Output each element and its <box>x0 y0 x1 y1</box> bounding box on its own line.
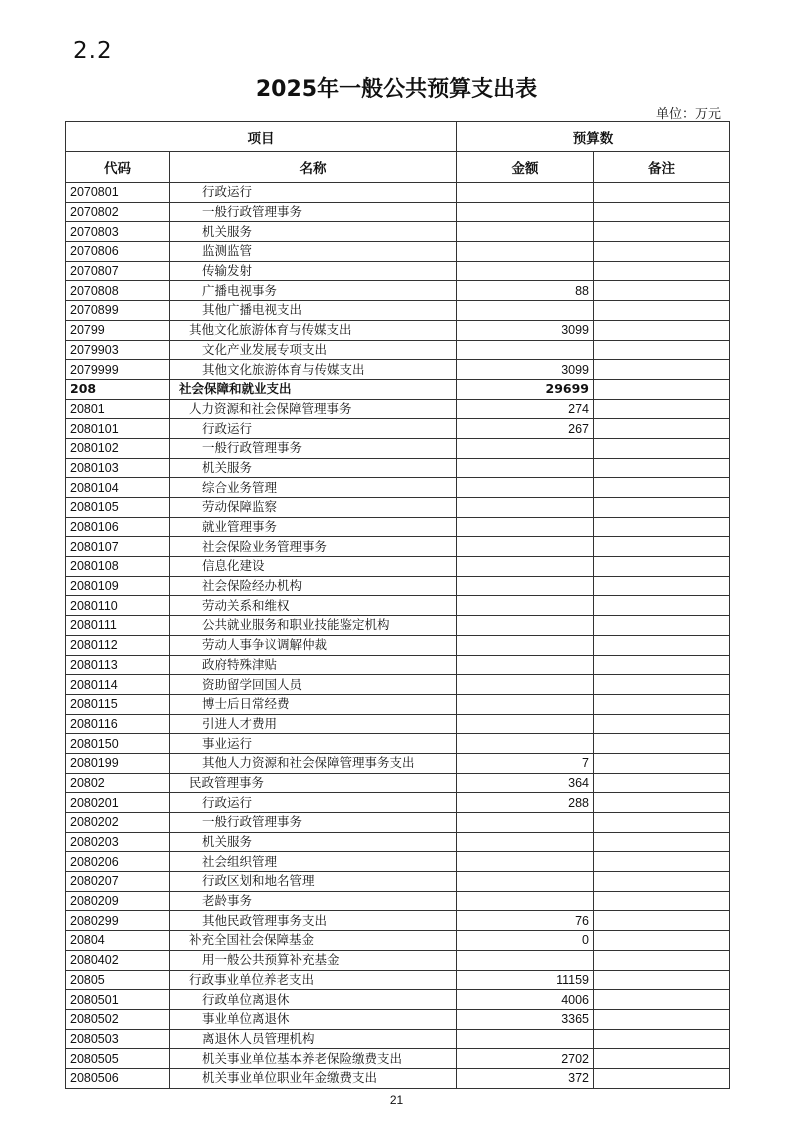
row-code: 2080505 <box>66 1049 170 1069</box>
table-row <box>66 222 730 242</box>
row-note <box>594 714 730 734</box>
row-name: 机关服务 <box>170 458 457 478</box>
table-row <box>66 438 730 458</box>
table-row <box>66 576 730 596</box>
row-name: 行政单位离退休 <box>170 990 457 1010</box>
row-note <box>594 635 730 655</box>
table-row <box>66 399 730 419</box>
row-note <box>594 498 730 518</box>
row-amount: 76 <box>457 911 594 931</box>
row-amount <box>457 675 594 695</box>
row-note <box>594 360 730 380</box>
row-amount <box>457 734 594 754</box>
row-note <box>594 242 730 262</box>
table-row <box>66 320 730 340</box>
table-row <box>66 202 730 222</box>
row-note <box>594 202 730 222</box>
table-body <box>66 183 730 1089</box>
row-amount <box>457 183 594 203</box>
row-note <box>594 517 730 537</box>
row-code: 2080101 <box>66 419 170 439</box>
row-name: 行政事业单位养老支出 <box>170 970 457 990</box>
row-note <box>594 616 730 636</box>
row-note <box>594 419 730 439</box>
section-number: 2.2 <box>73 38 113 64</box>
row-code: 2079903 <box>66 340 170 360</box>
table-row <box>66 793 730 813</box>
row-code: 2080203 <box>66 832 170 852</box>
row-name: 补充全国社会保障基金 <box>170 931 457 951</box>
row-note <box>594 596 730 616</box>
table-row <box>66 557 730 577</box>
row-code: 2080199 <box>66 753 170 773</box>
row-name: 劳动保障监察 <box>170 498 457 518</box>
row-amount <box>457 1029 594 1049</box>
row-name: 就业管理事务 <box>170 517 457 537</box>
row-note <box>594 399 730 419</box>
row-note <box>594 655 730 675</box>
row-note <box>594 1068 730 1088</box>
row-name: 机关事业单位职业年金缴费支出 <box>170 1068 457 1088</box>
row-amount <box>457 694 594 714</box>
row-note <box>594 1049 730 1069</box>
table-row <box>66 675 730 695</box>
header-budget: 预算数 <box>457 122 730 152</box>
row-amount <box>457 813 594 833</box>
row-code: 2080402 <box>66 950 170 970</box>
row-note <box>594 931 730 951</box>
row-name: 机关事业单位基本养老保险缴费支出 <box>170 1049 457 1069</box>
row-name: 监测监管 <box>170 242 457 262</box>
table-row <box>66 419 730 439</box>
row-amount: 3365 <box>457 1009 594 1029</box>
row-name: 人力资源和社会保障管理事务 <box>170 399 457 419</box>
row-code: 2080202 <box>66 813 170 833</box>
row-amount <box>457 576 594 596</box>
row-name: 其他民政管理事务支出 <box>170 911 457 931</box>
row-amount <box>457 458 594 478</box>
row-amount: 3099 <box>457 360 594 380</box>
row-code: 2080201 <box>66 793 170 813</box>
row-name: 民政管理事务 <box>170 773 457 793</box>
row-amount: 267 <box>457 419 594 439</box>
row-name: 其他广播电视支出 <box>170 301 457 321</box>
row-amount <box>457 340 594 360</box>
row-name: 传输发射 <box>170 261 457 281</box>
table-row <box>66 360 730 380</box>
row-code: 20804 <box>66 931 170 951</box>
row-code: 2080107 <box>66 537 170 557</box>
row-amount <box>457 872 594 892</box>
header-project: 项目 <box>66 122 457 152</box>
table-row <box>66 537 730 557</box>
row-note <box>594 773 730 793</box>
row-code: 2080503 <box>66 1029 170 1049</box>
row-code: 2080299 <box>66 911 170 931</box>
row-amount <box>457 222 594 242</box>
row-amount <box>457 950 594 970</box>
row-amount: 364 <box>457 773 594 793</box>
row-amount <box>457 852 594 872</box>
row-name: 社会组织管理 <box>170 852 457 872</box>
row-note <box>594 320 730 340</box>
row-code: 2070808 <box>66 281 170 301</box>
row-amount <box>457 635 594 655</box>
row-amount <box>457 517 594 537</box>
row-amount: 88 <box>457 281 594 301</box>
row-name: 事业运行 <box>170 734 457 754</box>
row-name: 社会保险经办机构 <box>170 576 457 596</box>
table-row <box>66 301 730 321</box>
row-code: 2080207 <box>66 872 170 892</box>
table-row <box>66 635 730 655</box>
row-name: 行政区划和地名管理 <box>170 872 457 892</box>
row-name: 其他文化旅游体育与传媒支出 <box>170 320 457 340</box>
row-code: 2080114 <box>66 675 170 695</box>
row-code: 2080113 <box>66 655 170 675</box>
page-title: 2025年一般公共预算支出表 <box>255 77 538 102</box>
row-amount <box>457 478 594 498</box>
row-note <box>594 1009 730 1029</box>
row-amount: 372 <box>457 1068 594 1088</box>
row-amount <box>457 242 594 262</box>
row-name: 一般行政管理事务 <box>170 438 457 458</box>
row-amount <box>457 891 594 911</box>
row-name: 劳动人事争议调解仲裁 <box>170 635 457 655</box>
row-name: 广播电视事务 <box>170 281 457 301</box>
table-row <box>66 832 730 852</box>
row-name: 博士后日常经费 <box>170 694 457 714</box>
table-row <box>66 694 730 714</box>
row-name: 政府特殊津贴 <box>170 655 457 675</box>
row-note <box>594 734 730 754</box>
row-code: 20801 <box>66 399 170 419</box>
row-note <box>594 379 730 399</box>
row-note <box>594 557 730 577</box>
row-amount <box>457 438 594 458</box>
row-name: 行政运行 <box>170 419 457 439</box>
table-row <box>66 911 730 931</box>
row-note <box>594 753 730 773</box>
table-row <box>66 517 730 537</box>
row-code: 2080104 <box>66 478 170 498</box>
row-note <box>594 458 730 478</box>
table-row <box>66 655 730 675</box>
row-code: 2080150 <box>66 734 170 754</box>
table-row <box>66 261 730 281</box>
row-code: 2080110 <box>66 596 170 616</box>
row-note <box>594 438 730 458</box>
row-code: 2080108 <box>66 557 170 577</box>
row-note <box>594 222 730 242</box>
table-row <box>66 872 730 892</box>
row-name: 信息化建设 <box>170 557 457 577</box>
row-amount <box>457 832 594 852</box>
row-note <box>594 793 730 813</box>
row-note <box>594 301 730 321</box>
row-code: 2080102 <box>66 438 170 458</box>
row-note <box>594 183 730 203</box>
row-note <box>594 970 730 990</box>
row-name: 离退休人员管理机构 <box>170 1029 457 1049</box>
row-name: 劳动关系和维权 <box>170 596 457 616</box>
row-name: 行政运行 <box>170 793 457 813</box>
row-amount: 29699 <box>457 379 594 399</box>
row-amount <box>457 714 594 734</box>
row-code: 2080116 <box>66 714 170 734</box>
row-name: 资助留学回国人员 <box>170 675 457 695</box>
row-code: 2080506 <box>66 1068 170 1088</box>
table-row <box>66 596 730 616</box>
table-row <box>66 340 730 360</box>
row-code: 2070803 <box>66 222 170 242</box>
row-code: 2070801 <box>66 183 170 203</box>
row-name: 老龄事务 <box>170 891 457 911</box>
row-code: 2080106 <box>66 517 170 537</box>
row-note <box>594 872 730 892</box>
row-code: 20799 <box>66 320 170 340</box>
row-note <box>594 261 730 281</box>
row-name: 文化产业发展专项支出 <box>170 340 457 360</box>
row-code: 2079999 <box>66 360 170 380</box>
row-name: 综合业务管理 <box>170 478 457 498</box>
row-amount: 0 <box>457 931 594 951</box>
table-row <box>66 498 730 518</box>
table-row <box>66 478 730 498</box>
table-row <box>66 734 730 754</box>
row-amount <box>457 537 594 557</box>
row-amount: 288 <box>457 793 594 813</box>
table-row <box>66 891 730 911</box>
row-name: 公共就业服务和职业技能鉴定机构 <box>170 616 457 636</box>
row-code: 2080206 <box>66 852 170 872</box>
header-amount: 金额 <box>457 152 594 183</box>
row-note <box>594 340 730 360</box>
row-code: 2070802 <box>66 202 170 222</box>
row-name: 用一般公共预算补充基金 <box>170 950 457 970</box>
page-number: 21 <box>389 1093 404 1107</box>
row-code: 2080109 <box>66 576 170 596</box>
row-name: 机关服务 <box>170 832 457 852</box>
row-code: 20805 <box>66 970 170 990</box>
row-note <box>594 576 730 596</box>
row-name: 其他人力资源和社会保障管理事务支出 <box>170 753 457 773</box>
row-name: 行政运行 <box>170 183 457 203</box>
row-note <box>594 813 730 833</box>
table-row <box>66 970 730 990</box>
row-name: 引进人才费用 <box>170 714 457 734</box>
row-code: 2080501 <box>66 990 170 1010</box>
row-note <box>594 950 730 970</box>
row-name: 其他文化旅游体育与传媒支出 <box>170 360 457 380</box>
header-note: 备注 <box>594 152 730 183</box>
row-note <box>594 891 730 911</box>
row-code: 2080103 <box>66 458 170 478</box>
table-row <box>66 1068 730 1088</box>
row-amount: 2702 <box>457 1049 594 1069</box>
row-name: 社会保险业务管理事务 <box>170 537 457 557</box>
row-note <box>594 1029 730 1049</box>
table-row <box>66 714 730 734</box>
row-amount <box>457 202 594 222</box>
budget-table <box>65 121 730 1089</box>
table-row <box>66 458 730 478</box>
row-amount: 11159 <box>457 970 594 990</box>
row-code: 2080502 <box>66 1009 170 1029</box>
row-name: 事业单位离退休 <box>170 1009 457 1029</box>
row-code: 2080115 <box>66 694 170 714</box>
row-note <box>594 537 730 557</box>
row-name: 机关服务 <box>170 222 457 242</box>
table-row <box>66 379 730 399</box>
row-code: 2070899 <box>66 301 170 321</box>
table-row <box>66 813 730 833</box>
row-name: 社会保障和就业支出 <box>170 379 457 399</box>
row-note <box>594 675 730 695</box>
row-code: 20802 <box>66 773 170 793</box>
header-code: 代码 <box>66 152 170 183</box>
row-amount <box>457 557 594 577</box>
table-row <box>66 990 730 1010</box>
row-note <box>594 694 730 714</box>
row-amount <box>457 498 594 518</box>
row-note <box>594 911 730 931</box>
row-amount <box>457 616 594 636</box>
table-row <box>66 281 730 301</box>
table-row <box>66 1009 730 1029</box>
row-amount: 7 <box>457 753 594 773</box>
row-code: 2070807 <box>66 261 170 281</box>
header-name: 名称 <box>170 152 457 183</box>
row-note <box>594 990 730 1010</box>
row-amount <box>457 261 594 281</box>
row-code: 2080112 <box>66 635 170 655</box>
row-code: 2080105 <box>66 498 170 518</box>
row-code: 2070806 <box>66 242 170 262</box>
table-row <box>66 242 730 262</box>
table-row <box>66 931 730 951</box>
table-row <box>66 616 730 636</box>
row-code: 2080209 <box>66 891 170 911</box>
table-row <box>66 852 730 872</box>
unit-label: 单位：万元 <box>655 107 721 122</box>
row-amount <box>457 596 594 616</box>
row-amount <box>457 301 594 321</box>
row-amount: 274 <box>457 399 594 419</box>
row-note <box>594 832 730 852</box>
row-note <box>594 281 730 301</box>
row-amount: 4006 <box>457 990 594 1010</box>
table-row <box>66 1029 730 1049</box>
row-note <box>594 852 730 872</box>
table-row <box>66 950 730 970</box>
row-name: 一般行政管理事务 <box>170 813 457 833</box>
table-row <box>66 1049 730 1069</box>
table-row <box>66 773 730 793</box>
row-name: 一般行政管理事务 <box>170 202 457 222</box>
row-amount <box>457 655 594 675</box>
row-amount: 3099 <box>457 320 594 340</box>
row-code: 2080111 <box>66 616 170 636</box>
row-note <box>594 478 730 498</box>
table-row <box>66 183 730 203</box>
row-code: 208 <box>66 379 170 399</box>
table-row <box>66 753 730 773</box>
